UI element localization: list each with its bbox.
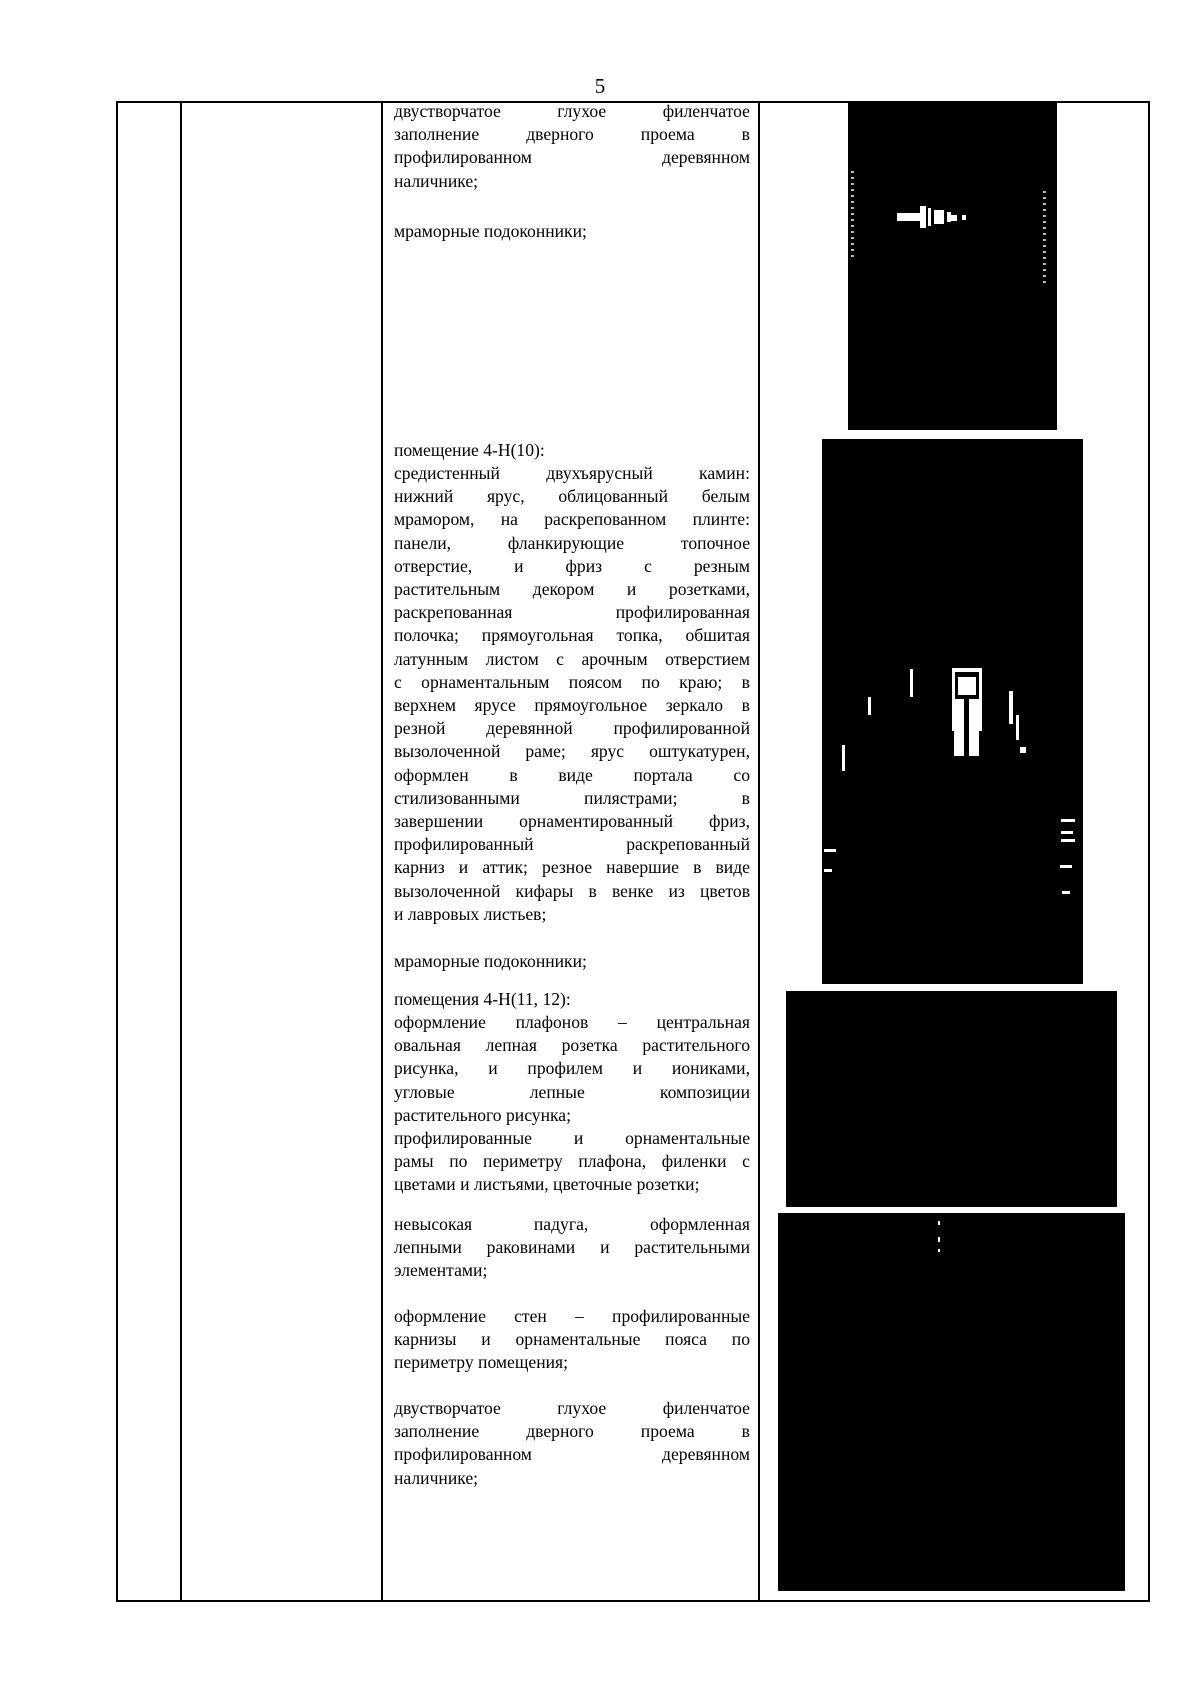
window-sills-1: мраморные подоконники; (394, 221, 587, 241)
fireplace-photo (822, 439, 1083, 984)
room-heading-4n11-12: помещения 4-Н(11, 12): (394, 989, 571, 1009)
room-photo (778, 1213, 1125, 1591)
column-divider-1 (180, 101, 182, 1602)
window-sills-2: мраморные подоконники; (394, 951, 587, 971)
ceiling-photo (786, 991, 1117, 1207)
room-heading-4n10: помещение 4-Н(10): (394, 440, 545, 460)
column-divider-2 (381, 101, 383, 1602)
door-description-2: двустворчатое глухое филенчатое заполнение дверного проема в профилированном деревянном наличнике; (394, 1398, 750, 1488)
column-divider-3 (758, 101, 760, 1602)
plafond-description: оформление плафонов – центральная овальная лепная розетка растительного рисунка, и профилем и иониками, угловые лепные композиции растительного рисунка; профилированные и орнаментальные рамы по периметру плафона, филенки с цветами и листьями, цветочные розетки; (394, 1012, 750, 1195)
page-number: 5 (594, 74, 606, 98)
door-description-1: двустворчатое глухое филенчатое заполнение дверного проема в профилированном деревянном наличнике; (394, 101, 750, 191)
door-photo (848, 101, 1057, 430)
fireplace-description: средистенный двухъярусный камин: нижний ярус, облицованный белым мрамором, на раскрепованном плинте: панели, фланкирующие топочное отверстие, и фриз с резным растительным декором и розетками, раскрепованная профилированная полочка; прямоугольная топка, обшитая латунным листом с арочным отверстием с орнаментальным поясом по краю; в верхнем ярусе прямоугольное зеркало в резной деревянной профилированной вызолоченной раме; ярус оштукатурен, оформлен в виде портала со стилизованными пилястрами; в завершении орнаментированный фриз, профилированный раскрепованный карниз и аттик; резное навершие в виде вызолоченной кифары в венке из цветов и лавровых листьев; (394, 463, 750, 924)
walls-description: оформление стен – профилированные карнизы и орнаментальные пояса по периметру помещения; (394, 1306, 750, 1373)
cove-description: невысокая падуга, оформленная лепными раковинами и растительными элементами; (394, 1214, 750, 1281)
